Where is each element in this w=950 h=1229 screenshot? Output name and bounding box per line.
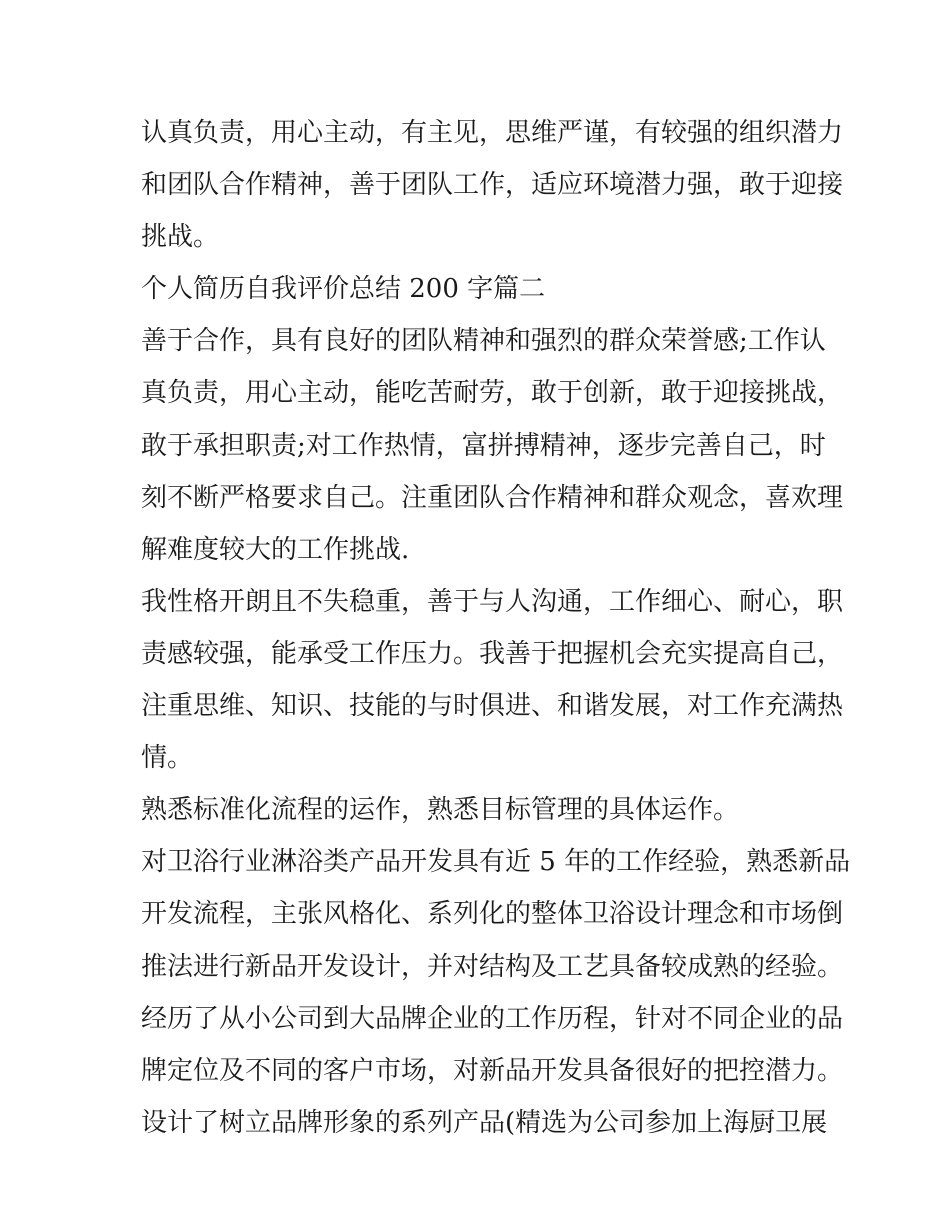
text-line: 熟悉标准化流程的运作，熟悉目标管理的具体运作。 <box>141 795 740 826</box>
text-line: 注重思维、知识、技能的与时俱进、和谐发展，对工作充满热 <box>141 691 844 722</box>
text-line: 和团队合作精神，善于团队工作，适应环境潜力强，敢于迎接 <box>141 170 844 201</box>
text-line: 对卫浴行业淋浴类产品开发具有近 5 年的工作经验，熟悉新品 <box>141 847 851 878</box>
text-line: 善于合作，具有良好的团队精神和强烈的群众荣誉感;工作认 <box>141 326 826 357</box>
text-line: 解难度较大的工作挑战. <box>141 534 410 565</box>
text-line: 牌定位及不同的客户市场，对新品开发具备很好的把控潜力。 <box>141 1055 844 1086</box>
text-line: 我性格开朗且不失稳重，善于与人沟通，工作细心、耐心，职 <box>141 586 844 617</box>
text-line: 责感较强，能承受工作压力。我善于把握机会充实提高自己， <box>141 638 844 669</box>
text-line: 经历了从小公司到大品牌企业的工作历程，针对不同企业的品 <box>141 1003 844 1034</box>
text-line: 真负责，用心主动，能吃苦耐劳，敢于创新，敢于迎接挑战， <box>141 378 844 409</box>
text-line: 推法进行新品开发设计，并对结构及工艺具备较成熟的经验。 <box>141 951 844 982</box>
section-heading: 个人简历自我评价总结 200 字篇二 <box>141 274 546 305</box>
text-line: 敢于承担职责;对工作热情，富拼搏精神，逐步完善自己，时 <box>141 430 826 461</box>
text-line: 刻不断严格要求自己。注重团队合作精神和群众观念，喜欢理 <box>141 482 844 513</box>
text-line: 认真负责，用心主动，有主见，思维严谨，有较强的组织潜力 <box>141 118 844 148</box>
text-line: 情。 <box>141 743 194 774</box>
text-line: 开发流程，主张风格化、系列化的整体卫浴设计理念和市场倒 <box>141 899 844 930</box>
text-line: 设计了树立品牌形象的系列产品(精选为公司参加上海厨卫展 <box>141 1107 828 1138</box>
text-line: 挑战。 <box>141 222 220 253</box>
document-body <box>141 107 851 1149</box>
